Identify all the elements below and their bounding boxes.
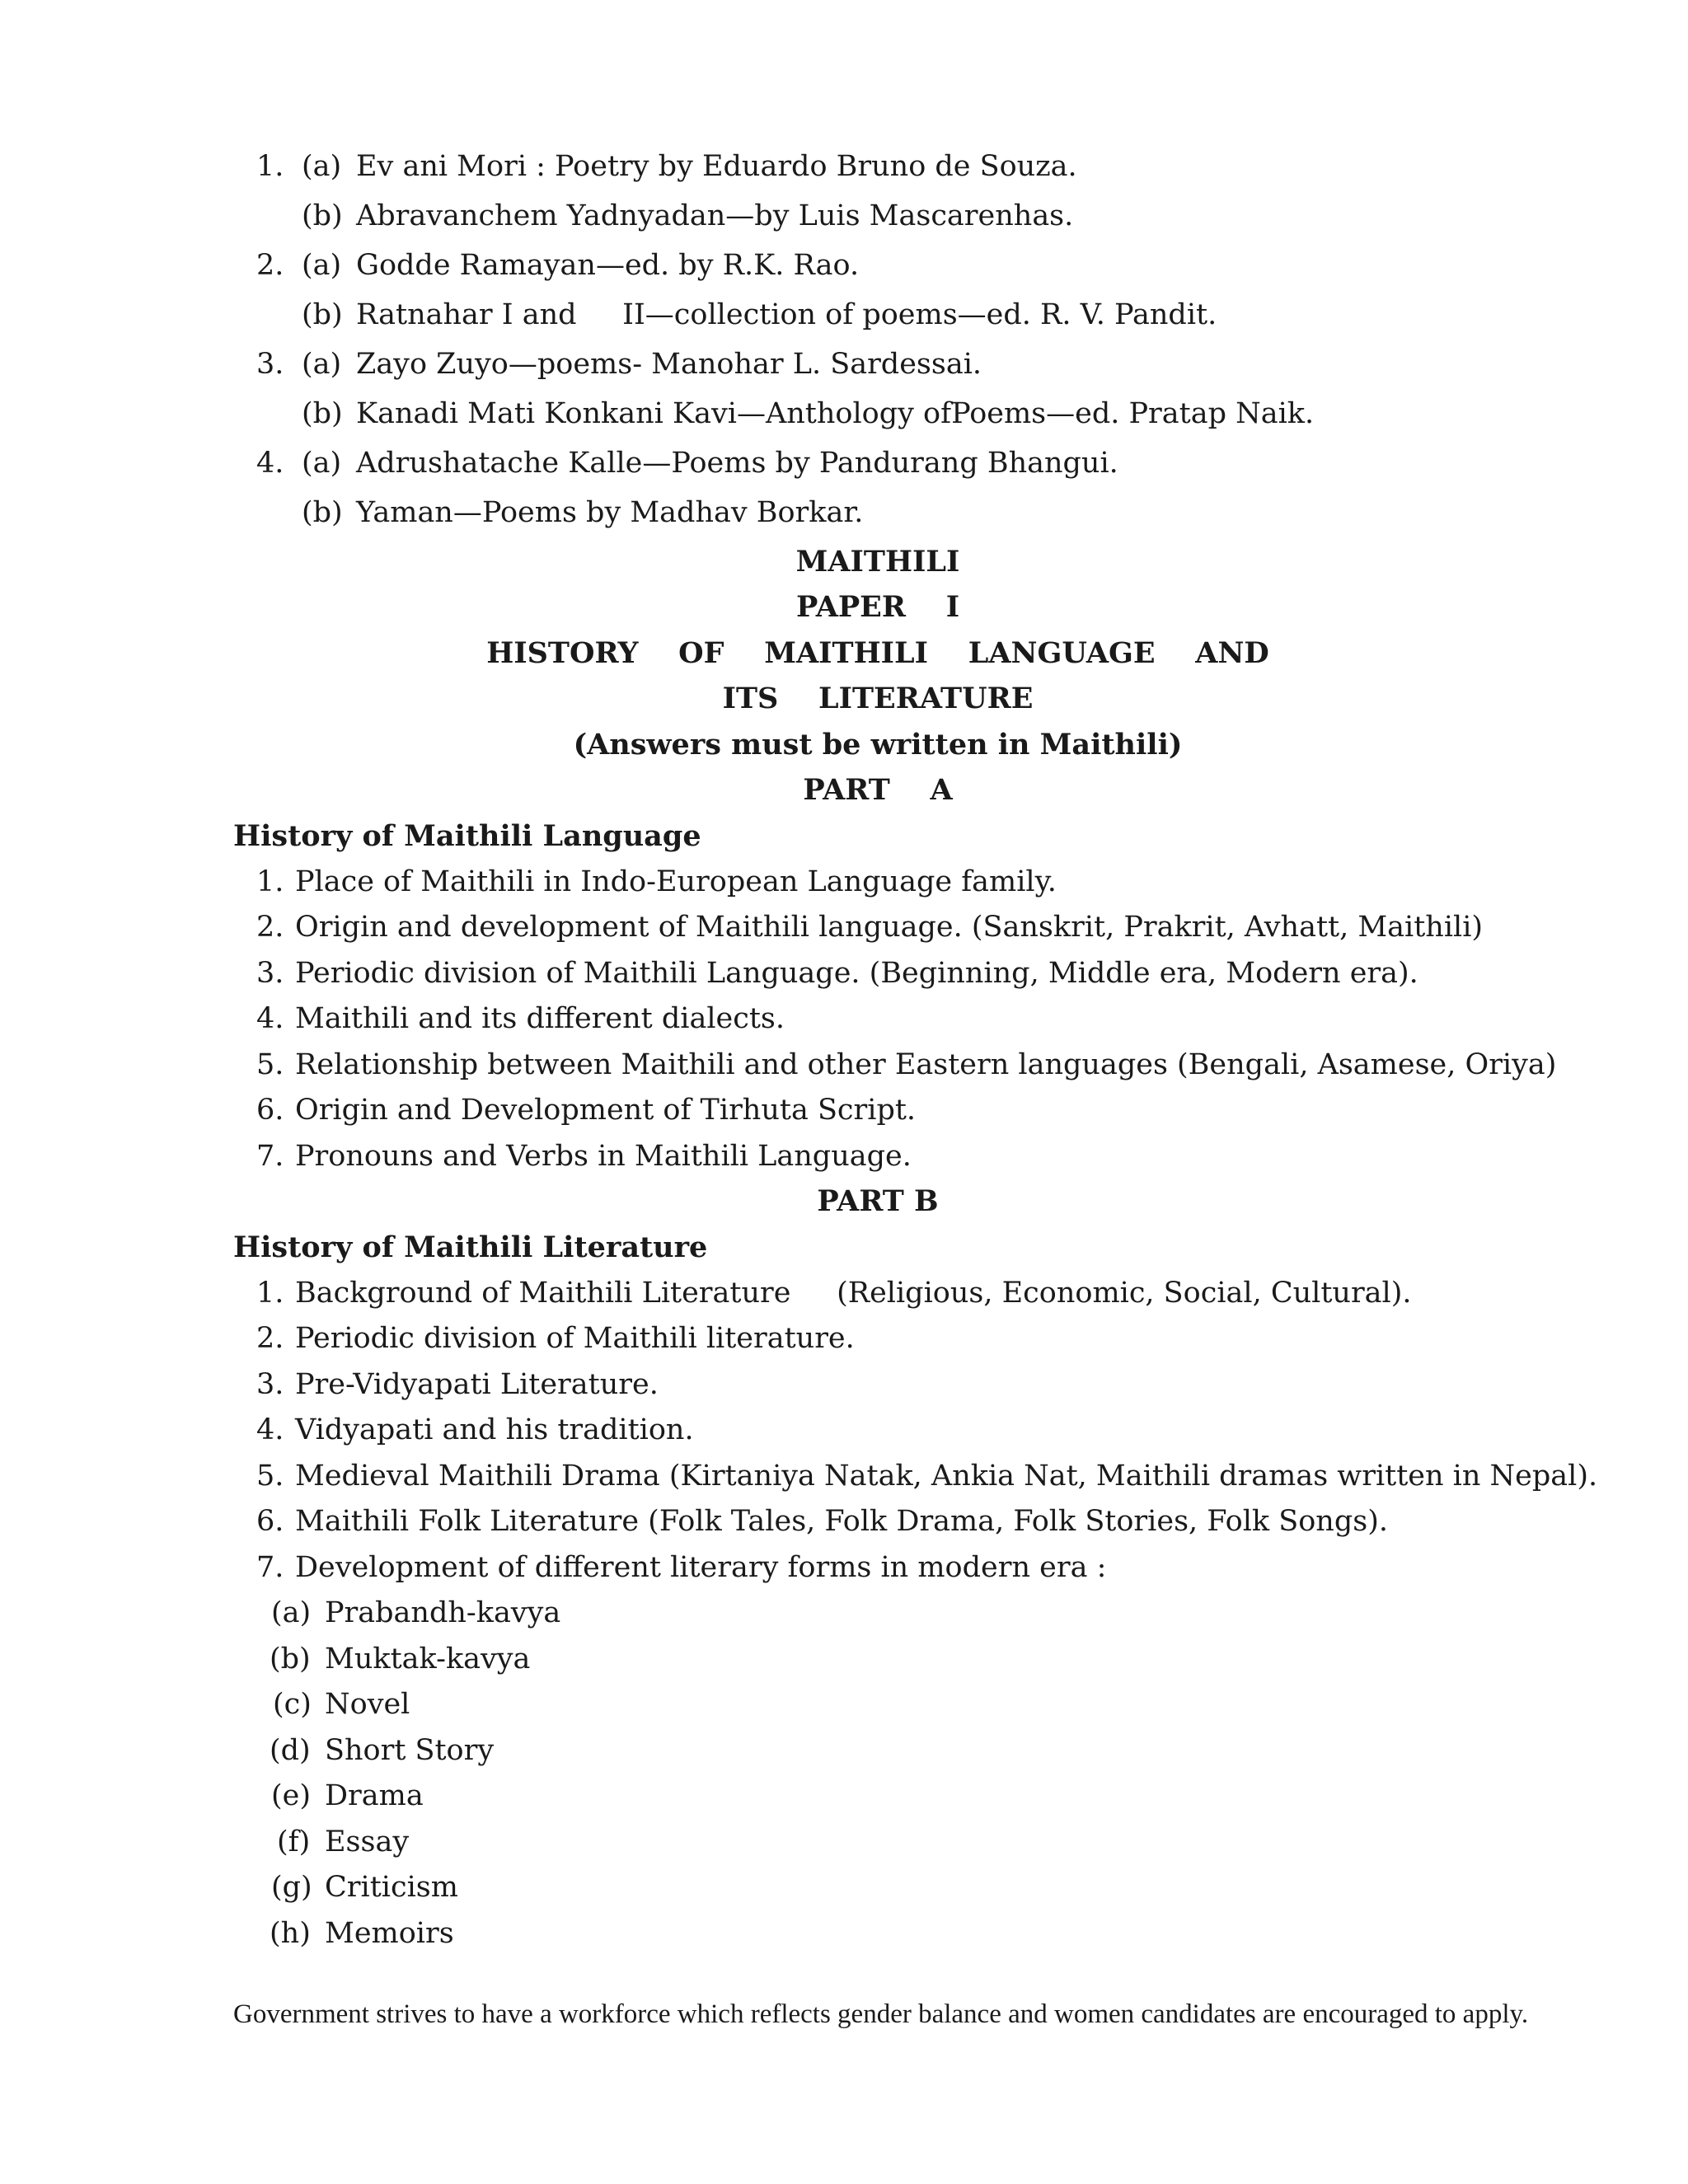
part-b-title: PART B	[817, 1184, 939, 1218]
item-number: 4.	[256, 1002, 284, 1035]
item-text: Yaman—Poems by Madhav Borkar.	[356, 496, 864, 529]
item-text: Origin and Development of Tirhuta Script.	[295, 1094, 917, 1127]
item-number: 2.	[256, 911, 284, 944]
item-text: Pronouns and Verbs in Maithili Language.	[295, 1140, 912, 1173]
item-text: Development of different literary forms in modern era :	[295, 1551, 1107, 1584]
item-number: 6.	[256, 1094, 284, 1127]
item-text: Novel	[325, 1688, 410, 1721]
item-letter: (d)	[270, 1734, 311, 1767]
item-letter: (b)	[302, 397, 343, 430]
item-number: 4.	[256, 447, 284, 480]
item-text: Background of Maithili Literature (Religious, Economic, Social, Cultural).	[295, 1277, 1412, 1310]
item-number: 3.	[256, 957, 284, 990]
subject-title: MAITHILI	[795, 545, 960, 579]
item-number: 3.	[256, 348, 284, 381]
item-number: 2.	[256, 249, 284, 282]
item-text: Maithili Folk Literature (Folk Tales, Folk Drama, Folk Stories, Folk Songs).	[295, 1505, 1388, 1538]
item-text: Pre-Vidyapati Literature.	[295, 1368, 659, 1401]
item-letter: (a)	[302, 447, 342, 480]
footer-note: Government strives to have a workforce which reflects gender balance and women candidates are encouraged to apply.	[233, 1999, 1529, 2029]
item-letter: (a)	[302, 249, 342, 282]
item-number: 2.	[256, 1322, 284, 1355]
item-number: 1.	[256, 865, 284, 898]
item-number: 5.	[256, 1460, 284, 1493]
paper-title: PAPER I	[795, 590, 960, 624]
item-letter: (b)	[302, 298, 343, 331]
item-text: Periodic division of Maithili literature.	[295, 1322, 855, 1355]
item-text: Drama	[325, 1779, 424, 1812]
item-letter: (f)	[277, 1825, 311, 1858]
item-text: Vidyapati and his tradition.	[295, 1413, 694, 1446]
item-text: Medieval Maithili Drama (Kirtaniya Natak, Ankia Nat, Maithili dramas written in Nepal).	[295, 1460, 1598, 1493]
part-b-heading: History of Maithili Literature	[233, 1230, 708, 1264]
item-text: Periodic division of Maithili Language. (Beginning, Middle era, Modern era).	[295, 957, 1418, 990]
item-text: Abravanchem Yadnyadan—by Luis Mascarenhas.	[356, 199, 1074, 232]
item-text: Adrushatache Kalle—Poems by Pandurang Bhangui.	[356, 447, 1118, 480]
part-a-heading: History of Maithili Language	[233, 819, 701, 853]
item-letter: (h)	[270, 1917, 311, 1950]
item-text: Muktak-kavya	[325, 1643, 531, 1675]
item-text: Ratnahar I and II—collection of poems—ed. R. V. Pandit.	[356, 298, 1217, 331]
item-number: 1.	[256, 150, 284, 183]
part-a-title: PART A	[803, 773, 953, 807]
item-letter: (b)	[302, 496, 343, 529]
item-letter: (g)	[271, 1871, 312, 1904]
item-number: 6.	[256, 1505, 284, 1538]
item-text: Place of Maithili in Indo-European Language family.	[295, 865, 1057, 898]
item-text: Prabandh-kavya	[325, 1596, 561, 1629]
item-letter: (b)	[302, 199, 343, 232]
item-text: Ev ani Mori : Poetry by Eduardo Bruno de Souza.	[356, 150, 1077, 183]
item-text: Maithili and its different dialects.	[295, 1002, 785, 1035]
item-text: Relationship between Maithili and other Eastern languages (Bengali, Asamese, Oriya)	[295, 1048, 1557, 1081]
answer-instruction: (Answers must be written in Maithili)	[573, 728, 1183, 762]
item-text: Godde Ramayan—ed. by R.K. Rao.	[356, 249, 860, 282]
item-letter: (a)	[302, 348, 342, 381]
paper-heading-line1: HISTORY OF MAITHILI LANGUAGE AND	[486, 636, 1269, 670]
item-text: Short Story	[325, 1734, 495, 1767]
item-text: Zayo Zuyo—poems- Manohar L. Sardessai.	[356, 348, 982, 381]
item-number: 3.	[256, 1368, 284, 1401]
item-number: 1.	[256, 1277, 284, 1310]
item-text: Origin and development of Maithili language. (Sanskrit, Prakrit, Avhatt, Maithili)	[295, 911, 1484, 944]
item-letter: (e)	[271, 1779, 312, 1812]
item-letter: (a)	[271, 1596, 312, 1629]
item-number: 7.	[256, 1551, 284, 1584]
item-number: 7.	[256, 1140, 284, 1173]
item-number: 4.	[256, 1413, 284, 1446]
item-text: Kanadi Mati Konkani Kavi—Anthology ofPoems—ed. Pratap Naik.	[356, 397, 1315, 430]
item-letter: (c)	[273, 1688, 312, 1721]
item-text: Memoirs	[325, 1917, 454, 1950]
item-letter: (b)	[270, 1643, 311, 1675]
item-text: Essay	[325, 1825, 410, 1858]
item-letter: (a)	[302, 150, 342, 183]
item-number: 5.	[256, 1048, 284, 1081]
item-text: Criticism	[325, 1871, 458, 1904]
paper-heading-line2: ITS LITERATURE	[722, 682, 1034, 715]
